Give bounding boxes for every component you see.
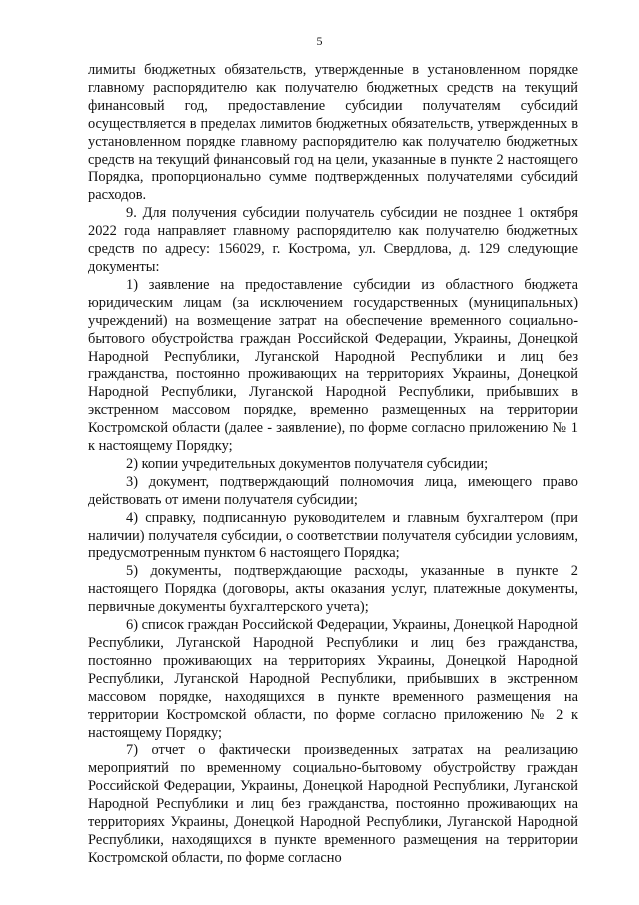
list-item-1: 1) заявление на предоставление субсидии из областного бюджета юридическим лицам (за исключением государственных (муниципальных) учреждений) на возмещение затрат на обеспечение временного социально-бытового обустройства граждан Российской Федерации, Украины, Донецкой Народной Республики, Луганской Народной Республики и лиц без гражданства, постоянно проживающих на территориях Украины, Донецкой Народной Республики, Луганской Народной Республики, прибывших в экстренном массовом порядке, временно размещенных на территории Костромской области (далее - заявление), по форме согласно приложению № 1 к настоящему Порядку; [88, 276, 578, 455]
page-number: 5 [316, 34, 323, 48]
paragraph-continuation: лимиты бюджетных обязательств, утвержденные в установленном порядке главному распорядителю как получателю бюджетных средств на текущий финансовый год, предоставление субсидии получателям субсидий осуществляется в пределах лимитов бюджетных обязательств, утвержденных в установленном порядке главному распорядителю как получателю бюджетных средств на текущий финансовый год на цели, указанные в пункте 2 настоящего Порядка, пропорционально сумме подтвержденных получателями субсидий расходов. [88, 62, 578, 204]
list-item-4: 4) справку, подписанную руководителем и главным бухгалтером (при наличии) получателя субсидии, о соответствии получателя субсидии условиям, предусмотренным пунктом 6 настоящего Порядка; [88, 509, 578, 562]
list-item-7: 7) отчет о фактически произведенных затратах на реализацию мероприятий по временному социально-бытовому обустройству граждан Российской Федерации, Украины, Донецкой Народной Республики, Луганской Народной Республики и лиц без гражданства, постоянно проживающих на территориях Украины, Донецкой Народной Республики, Луганской Народной Республики, находящихся в пункте временного размещения на территории Костромской области, по форме согласно [88, 742, 578, 866]
document-body [88, 62, 578, 868]
list-item-6: 6) список граждан Российской Федерации, Украины, Донецкой Народной Республики, Луганской Народной Республики и лиц без гражданства, постоянно проживающих на территориях Украины, Донецкой Народной Республики, Луганской Народной Республики, прибывших в экстренном массовом порядке, находящихся в пункте временного размещения на территории Костромской области, по форме согласно приложению № 2 к настоящему Порядку; [88, 617, 578, 741]
paragraph-item-9: 9. Для получения субсидии получатель субсидии не позднее 1 октября 2022 года направляет главному распорядителю как получателю бюджетных средств по адресу: 156029, г. Кострома, ул. Свердлова, д. 129 следующие документы: [88, 205, 578, 275]
list-item-3: 3) документ, подтверждающий полномочия лица, имеющего право действовать от имени получателя субсидии; [88, 473, 578, 508]
list-item-2: 2) копии учредительных документов получателя субсидии; [126, 455, 489, 472]
list-item-5: 5) документы, подтверждающие расходы, указанные в пункте 2 настоящего Порядка (договоры, акты оказания услуг, платежные документы, первичные документы бухгалтерского учета); [88, 563, 578, 616]
